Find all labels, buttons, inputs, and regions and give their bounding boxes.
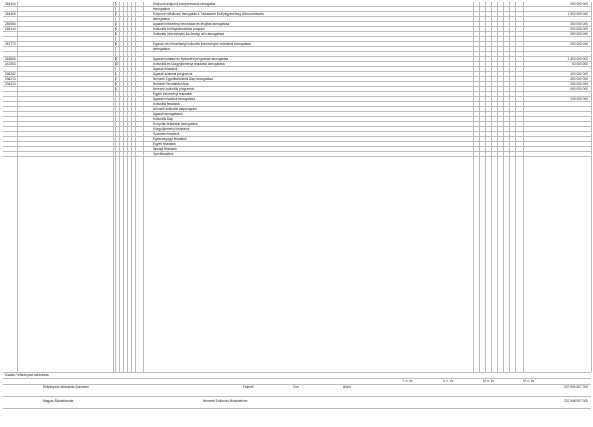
footer-sig-1: Magyar Államkincstár bbox=[43, 399, 74, 403]
footer-col-b: Cím bbox=[293, 385, 299, 389]
row-number: 5 bbox=[115, 32, 117, 36]
row-text: támogatása bbox=[153, 47, 170, 51]
footer-line bbox=[3, 396, 591, 397]
row-text: Sportfeladatok bbox=[153, 152, 174, 156]
row-text: Ágazati feladatok támogatása bbox=[153, 97, 195, 101]
row-number: 3 bbox=[115, 82, 117, 86]
row-id: 367773 bbox=[5, 42, 16, 46]
row-text: Ágazati intézményi beruházás és felújítás támogatása bbox=[153, 22, 230, 26]
row-amount: 2 400 000 000 bbox=[567, 57, 588, 61]
row-text: Ifjúsági feladatok bbox=[153, 147, 177, 151]
row-amount bbox=[528, 142, 588, 146]
quarter-label: I. n. év bbox=[403, 379, 413, 383]
row-number: 1 bbox=[115, 72, 117, 76]
row-amount bbox=[528, 127, 588, 131]
row-text: Kulturális közfoglalkoztatási program bbox=[153, 27, 205, 31]
row-text: Nemzeti kulturális programok bbox=[153, 87, 195, 91]
row-amount: 50 000 000 bbox=[572, 62, 588, 66]
row-text: Ágazati feladatok bbox=[153, 67, 178, 71]
row-text: támogatása bbox=[153, 17, 170, 21]
row-amount bbox=[528, 112, 588, 116]
row-text: Egyéb intézményi feladatok bbox=[153, 92, 192, 96]
row-text: támogatása bbox=[153, 7, 170, 11]
footer-label-1: Kiadás / előirányzat-módosítás bbox=[5, 373, 49, 377]
footer-total: 237 540 507 000 bbox=[564, 385, 588, 389]
row-amount: 100 000 000 bbox=[570, 97, 588, 101]
footer-line bbox=[3, 372, 591, 373]
row-number: 4 bbox=[115, 87, 117, 91]
row-amount bbox=[528, 47, 588, 51]
row-id: 260566 bbox=[5, 22, 16, 26]
row-text: Kulturális intézmények közösségi célú támogatása bbox=[153, 32, 225, 36]
row-text: Közgyűjteményi feladatok bbox=[153, 127, 190, 131]
row-number: 6 bbox=[115, 42, 117, 46]
table-row bbox=[3, 152, 591, 157]
footer-line bbox=[3, 378, 591, 379]
row-id: 264305 bbox=[5, 12, 16, 16]
row-amount: 400 000 000 bbox=[570, 77, 588, 81]
grid-line bbox=[591, 2, 592, 372]
row-id: 241963 bbox=[5, 62, 16, 66]
row-text: Kulturális feladatok bbox=[153, 102, 180, 106]
row-number: 1 bbox=[115, 2, 117, 6]
row-id: 204213 bbox=[5, 82, 16, 86]
quarter-label: IV. n. év bbox=[523, 379, 535, 383]
row-number: 2 bbox=[115, 12, 117, 16]
row-amount bbox=[528, 107, 588, 111]
row-amount: 250 000 000 bbox=[570, 82, 588, 86]
row-amount: 400 000 000 bbox=[570, 72, 588, 76]
row-text: Kulturális Alap bbox=[153, 117, 174, 121]
footer-block bbox=[3, 372, 591, 422]
row-number: 2 bbox=[115, 77, 117, 81]
row-amount bbox=[528, 137, 588, 141]
row-text bbox=[153, 52, 403, 56]
footer-total-2: 237 548 507 000 bbox=[564, 399, 588, 403]
row-id: 036262 bbox=[5, 72, 16, 76]
row-text: Kulturális és közgyűjteményi feladatok támogatása bbox=[153, 62, 225, 66]
row-text: Ágazati kutatási és fejlesztési programok támogatása bbox=[153, 57, 229, 61]
row-amount: 250 000 000 bbox=[570, 42, 588, 46]
row-id: 036213 bbox=[5, 77, 16, 81]
row-id: 264304 bbox=[5, 2, 16, 6]
row-number: 3 bbox=[115, 22, 117, 26]
quarter-label: III. n. év bbox=[483, 379, 495, 383]
row-amount: 250 000 000 bbox=[570, 27, 588, 31]
row-text bbox=[153, 37, 403, 41]
row-amount: 400 000 000 bbox=[570, 87, 588, 91]
row-text: Nemzeti kulturális alapprogram bbox=[153, 107, 197, 111]
row-amount bbox=[528, 52, 588, 56]
row-amount: 1 500 000 000 bbox=[567, 12, 588, 16]
row-amount bbox=[528, 102, 588, 106]
quarter-label: II. n. év bbox=[443, 379, 454, 383]
row-amount bbox=[528, 152, 588, 156]
footer-label-2: Előirányzat-módosítás összesen bbox=[43, 385, 89, 389]
row-amount bbox=[528, 147, 588, 151]
row-text: Egészségügyi feladatok bbox=[153, 137, 187, 141]
row-id: 263806 bbox=[5, 57, 16, 61]
row-text: Nemzeti Együttműködési Alap támogatása bbox=[153, 77, 213, 81]
footer-sig-2: Nemzeti Erőforrás Minisztérium bbox=[203, 399, 248, 403]
row-text: Egyéb feladatok bbox=[153, 142, 176, 146]
row-number: 8 bbox=[115, 57, 117, 61]
row-text: Egyházi és nemzetiségi kulturális intézmények működési támogatása bbox=[153, 42, 251, 46]
row-number: 4 bbox=[115, 27, 117, 31]
footer-col-a: Fejezet bbox=[243, 385, 254, 389]
row-text: Központi vállalkozói támogatás a Társadalmi Esélyegyenlőség előmozdítására bbox=[153, 12, 264, 16]
row-amount bbox=[528, 7, 588, 11]
row-amount: 250 000 000 bbox=[570, 32, 588, 36]
row-text: Központi dolgozói kompenzációs támogatás bbox=[153, 2, 216, 6]
row-text: Ágazati szakmai programok bbox=[153, 72, 193, 76]
row-text: Szociális feladatok bbox=[153, 132, 180, 136]
row-amount: 250 000 000 bbox=[570, 2, 588, 6]
row-number: 37 bbox=[115, 62, 119, 66]
row-amount bbox=[528, 17, 588, 21]
row-amount bbox=[528, 132, 588, 136]
footer-line bbox=[3, 408, 591, 409]
row-id: 265144 bbox=[5, 27, 16, 31]
row-text: Könyvtári feladatok támogatása bbox=[153, 122, 198, 126]
footer-col-c: Alcím bbox=[343, 385, 351, 389]
row-amount bbox=[528, 92, 588, 96]
row-text: Ágazati támogatások bbox=[153, 112, 183, 116]
row-amount bbox=[528, 37, 588, 41]
row-amount bbox=[528, 117, 588, 121]
row-amount bbox=[528, 67, 588, 71]
budget-sheet bbox=[3, 2, 591, 425]
row-amount bbox=[528, 122, 588, 126]
row-text: Nemzeti Fenntartási Alap bbox=[153, 82, 189, 86]
row-amount: 250 000 000 bbox=[570, 22, 588, 26]
